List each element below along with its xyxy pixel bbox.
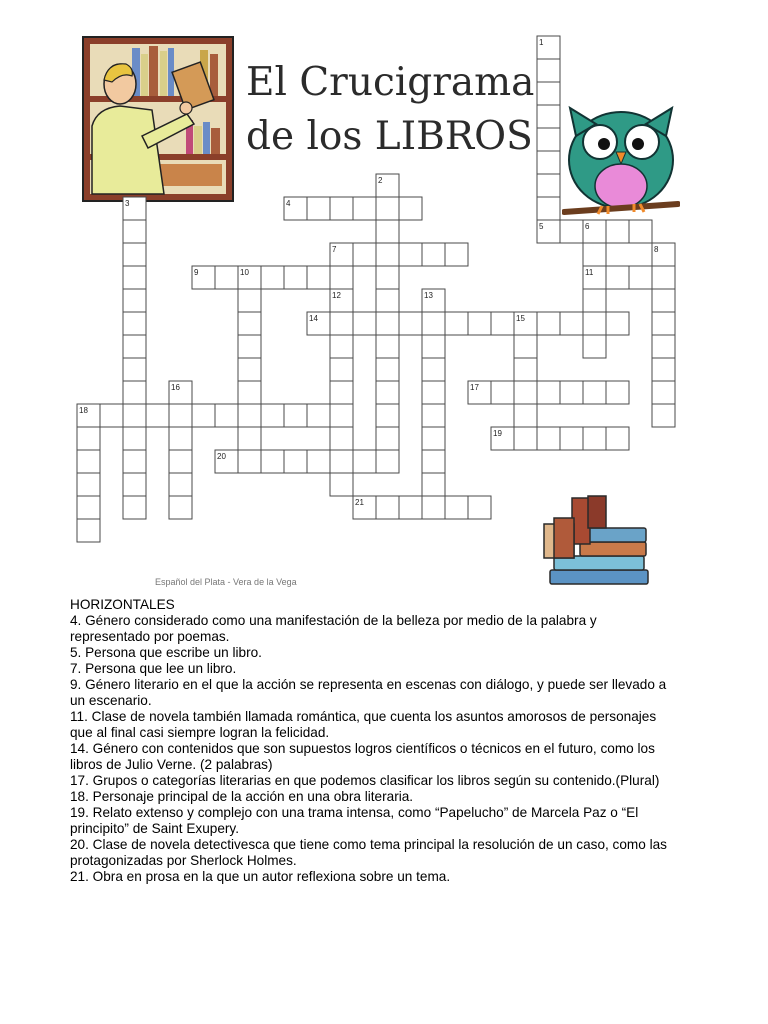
clues-heading: HORIZONTALES — [70, 597, 175, 612]
grid-cell[interactable] — [422, 427, 445, 450]
grid-cell[interactable] — [606, 427, 629, 450]
grid-cell[interactable] — [399, 243, 422, 266]
grid-cell[interactable] — [169, 473, 192, 496]
clue-number-6: 6 — [585, 222, 590, 231]
clue-number-2: 2 — [378, 176, 383, 185]
grid-cell[interactable] — [284, 450, 307, 473]
clue-number-11: 11 — [585, 268, 594, 277]
grid-cell[interactable] — [652, 404, 675, 427]
grid-cell[interactable] — [376, 220, 399, 243]
grid-cell[interactable] — [330, 312, 353, 335]
grid-cell[interactable] — [376, 266, 399, 289]
clue-17: 17. Grupos o categorías literarias en que podemos clasificar los libros según su contenido.(Plural) — [70, 773, 660, 788]
grid-cell[interactable] — [583, 312, 606, 335]
grid-cell[interactable] — [376, 496, 399, 519]
grid-cell[interactable] — [307, 450, 330, 473]
clue-5: 5. Persona que escribe un libro. — [70, 645, 262, 660]
grid-cell[interactable] — [445, 496, 468, 519]
grid-cell[interactable] — [284, 266, 307, 289]
grid-cell[interactable] — [422, 243, 445, 266]
grid-cell[interactable] — [652, 289, 675, 312]
clue-number-20: 20 — [217, 452, 226, 461]
grid-cell[interactable] — [376, 404, 399, 427]
grid-cell[interactable] — [123, 312, 146, 335]
clue-number-19: 19 — [493, 429, 502, 438]
grid-cell[interactable] — [238, 358, 261, 381]
grid-cell[interactable] — [123, 381, 146, 404]
clue-11: 11. Clase de novela también llamada romántica, que cuenta los asuntos amorosos de personajes que al final casi siempre logran la felicidad. — [70, 709, 657, 740]
grid-cell[interactable] — [514, 358, 537, 381]
grid-cell[interactable] — [123, 427, 146, 450]
grid-cell[interactable] — [123, 266, 146, 289]
clue-number-8: 8 — [654, 245, 659, 254]
grid-cell[interactable] — [376, 243, 399, 266]
grid-cell[interactable] — [652, 335, 675, 358]
clue-14: 14. Género con contenidos que son supuestos logros científicos o técnicos en el futuro, como los libros de Julio Verne. (2 palabras) — [70, 741, 655, 772]
grid-cell[interactable] — [376, 197, 399, 220]
grid-cell[interactable] — [468, 496, 491, 519]
grid-cell[interactable] — [560, 312, 583, 335]
grid-cell[interactable] — [468, 312, 491, 335]
grid-cell[interactable] — [77, 473, 100, 496]
clue-number-1: 1 — [539, 38, 544, 47]
grid-cell[interactable] — [583, 427, 606, 450]
grid-cell[interactable] — [307, 404, 330, 427]
clue-list — [70, 597, 670, 885]
grid-cell[interactable] — [376, 289, 399, 312]
clue-number-16: 16 — [171, 383, 180, 392]
grid-cell[interactable] — [238, 450, 261, 473]
grid-cell[interactable] — [537, 59, 560, 82]
clue-number-14: 14 — [309, 314, 318, 323]
clue-number-12: 12 — [332, 291, 341, 300]
clue-number-15: 15 — [516, 314, 525, 323]
clue-7: 7. Persona que lee un libro. — [70, 661, 237, 676]
grid-cell[interactable] — [537, 128, 560, 151]
grid-cell[interactable] — [330, 358, 353, 381]
clue-21: 21. Obra en prosa en la que un autor reflexiona sobre un tema. — [70, 869, 451, 884]
grid-cell[interactable] — [376, 450, 399, 473]
grid-cell[interactable] — [353, 450, 376, 473]
grid-cell[interactable] — [537, 197, 560, 220]
grid-cell[interactable] — [330, 404, 353, 427]
grid-cell[interactable] — [629, 220, 652, 243]
grid-cell[interactable] — [169, 496, 192, 519]
grid-cell[interactable] — [77, 496, 100, 519]
grid-cell[interactable] — [353, 243, 376, 266]
clue-number-10: 10 — [240, 268, 249, 277]
grid-cell[interactable] — [353, 197, 376, 220]
grid-cell[interactable] — [399, 197, 422, 220]
grid-cell[interactable] — [376, 358, 399, 381]
grid-cell[interactable] — [169, 427, 192, 450]
grid-cell[interactable] — [376, 312, 399, 335]
grid-cell[interactable] — [238, 381, 261, 404]
grid-cell[interactable] — [100, 404, 123, 427]
grid-cell[interactable] — [284, 404, 307, 427]
grid-cell[interactable] — [261, 404, 284, 427]
grid-cell[interactable] — [606, 381, 629, 404]
grid-cell[interactable] — [215, 404, 238, 427]
grid-cell[interactable] — [123, 243, 146, 266]
grid-cell[interactable] — [307, 266, 330, 289]
book-stack-illustration — [540, 494, 658, 586]
grid-cell[interactable] — [238, 335, 261, 358]
credit-text: Español del Plata - Vera de la Vega — [155, 577, 297, 587]
clue-19: 19. Relato extenso y complejo con una trama intensa, como “Papelucho” de Marcela Paz o “El principito” de Saint Exupery. — [70, 805, 639, 836]
grid-cell[interactable] — [169, 450, 192, 473]
grid-cell[interactable] — [330, 473, 353, 496]
grid-cell[interactable] — [491, 381, 514, 404]
clue-number-3: 3 — [125, 199, 130, 208]
grid-cell[interactable] — [123, 358, 146, 381]
grid-cell[interactable] — [445, 243, 468, 266]
grid-cell[interactable] — [399, 312, 422, 335]
grid-cell[interactable] — [652, 266, 675, 289]
grid-cell[interactable] — [491, 312, 514, 335]
grid-cell[interactable] — [146, 404, 169, 427]
grid-cell[interactable] — [537, 312, 560, 335]
grid-cell[interactable] — [330, 197, 353, 220]
grid-cell[interactable] — [652, 358, 675, 381]
grid-cell[interactable] — [422, 496, 445, 519]
grid-cell[interactable] — [123, 404, 146, 427]
clue-number-9: 9 — [194, 268, 199, 277]
grid-cell[interactable] — [514, 404, 537, 427]
grid-cell[interactable] — [77, 427, 100, 450]
grid-cell[interactable] — [583, 289, 606, 312]
grid-cell[interactable] — [330, 427, 353, 450]
grid-cell[interactable] — [445, 312, 468, 335]
grid-cell[interactable] — [169, 404, 192, 427]
clue-number-7: 7 — [332, 245, 337, 254]
grid-cell[interactable] — [537, 427, 560, 450]
clue-number-13: 13 — [424, 291, 433, 300]
grid-cell[interactable] — [123, 220, 146, 243]
grid-cell[interactable] — [422, 358, 445, 381]
grid-cell[interactable] — [652, 381, 675, 404]
grid-cell[interactable] — [537, 105, 560, 128]
grid-cell[interactable] — [376, 427, 399, 450]
grid-cell[interactable] — [537, 82, 560, 105]
grid-cell[interactable] — [77, 519, 100, 542]
grid-cell[interactable] — [514, 381, 537, 404]
clue-number-18: 18 — [79, 406, 88, 415]
grid-cell[interactable] — [261, 450, 284, 473]
clue-9: 9. Género literario en el que la acción se representa en escenas con diálogo, y puede ser llevado a un escenario. — [70, 677, 667, 708]
grid-cell[interactable] — [123, 335, 146, 358]
grid-cell[interactable] — [215, 266, 238, 289]
grid-cell[interactable] — [123, 473, 146, 496]
grid-cell[interactable] — [537, 174, 560, 197]
grid-cell[interactable] — [514, 427, 537, 450]
grid-cell[interactable] — [583, 243, 606, 266]
grid-cell[interactable] — [606, 266, 629, 289]
clue-18: 18. Personaje principal de la acción en una obra literaria. — [70, 789, 414, 804]
grid-cell[interactable] — [422, 404, 445, 427]
grid-cell[interactable] — [238, 404, 261, 427]
clue-number-5: 5 — [539, 222, 544, 231]
grid-cell[interactable] — [376, 335, 399, 358]
grid-cell[interactable] — [422, 450, 445, 473]
title-line-2: de los LIBROS — [246, 114, 533, 159]
grid-cell[interactable] — [77, 450, 100, 473]
grid-cell[interactable] — [330, 450, 353, 473]
grid-cell[interactable] — [629, 266, 652, 289]
grid-cell[interactable] — [560, 381, 583, 404]
title-line-1: El Crucigrama — [246, 60, 535, 105]
grid-cell[interactable] — [514, 335, 537, 358]
grid-cell[interactable] — [123, 289, 146, 312]
clue-20: 20. Clase de novela detectivesca que tiene como tema principal la resolución de un caso, como las protagonizadas por Sherlock Holmes. — [70, 837, 667, 868]
grid-cell[interactable] — [238, 312, 261, 335]
grid-cell[interactable] — [560, 427, 583, 450]
grid-cell[interactable] — [330, 335, 353, 358]
grid-cell[interactable] — [330, 266, 353, 289]
grid-cell[interactable] — [353, 312, 376, 335]
grid-cell[interactable] — [422, 473, 445, 496]
grid-cell[interactable] — [238, 427, 261, 450]
grid-cell[interactable] — [330, 381, 353, 404]
grid-cell[interactable] — [261, 266, 284, 289]
grid-cell[interactable] — [606, 312, 629, 335]
grid-cell[interactable] — [606, 220, 629, 243]
grid-cell[interactable] — [583, 381, 606, 404]
grid-cell[interactable] — [652, 312, 675, 335]
clue-number-21: 21 — [355, 498, 364, 507]
grid-cell[interactable] — [192, 404, 215, 427]
grid-cell[interactable] — [307, 197, 330, 220]
grid-cell[interactable] — [123, 496, 146, 519]
grid-cell[interactable] — [399, 496, 422, 519]
grid-cell[interactable] — [422, 312, 445, 335]
grid-cell[interactable] — [238, 289, 261, 312]
grid-cell[interactable] — [422, 381, 445, 404]
grid-cell[interactable] — [560, 220, 583, 243]
clue-number-17: 17 — [470, 383, 479, 392]
clue-4: 4. Género considerado como una manifestación de la belleza por medio de la palabra y representado por poemas. — [70, 613, 597, 644]
grid-cell[interactable] — [537, 381, 560, 404]
grid-cell[interactable] — [537, 151, 560, 174]
grid-cell[interactable] — [583, 335, 606, 358]
grid-cell[interactable] — [376, 381, 399, 404]
grid-cell[interactable] — [123, 450, 146, 473]
grid-cell[interactable] — [422, 335, 445, 358]
clue-number-4: 4 — [286, 199, 291, 208]
